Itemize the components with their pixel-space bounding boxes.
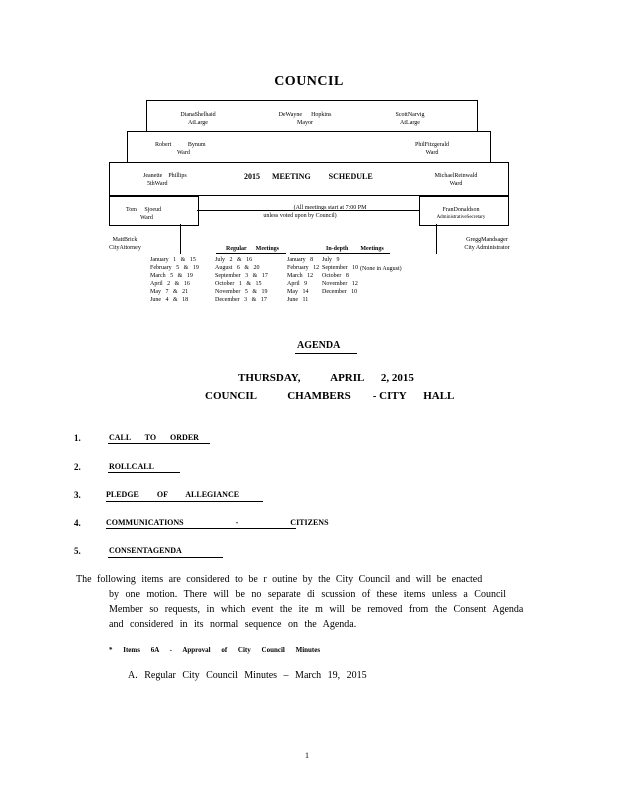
org-row3-right	[416, 172, 496, 188]
schedule-regular-col1-row: March 5 & 19	[150, 273, 193, 279]
agenda-item-label: PLEDGE OF ALLEGIANCE	[106, 490, 240, 499]
org-row4-right-role: AdministrativeSecretary	[436, 215, 486, 220]
org-row2-right-role: Ward	[425, 150, 439, 156]
org-row3-right-name: MichaelReinwald	[434, 173, 478, 179]
schedule-regular-heading	[226, 245, 279, 253]
org-attorney	[100, 236, 150, 252]
agenda-location	[205, 390, 454, 402]
agenda-item-num: 5.	[74, 546, 81, 556]
agenda-item-label: COMMUNICATIONS - CITIZENS	[106, 518, 329, 527]
org-row4-right	[416, 206, 506, 222]
consent-para-line4: and considered in its normal sequence on the Agenda.	[109, 619, 357, 630]
org-top-left	[168, 111, 228, 127]
agenda-item-label: CONSENTAGENDA	[109, 546, 182, 555]
agenda-item-underline	[106, 528, 296, 529]
org-row2-right-name: PhilFitzgerald	[415, 142, 449, 148]
schedule-indepth-col2-row: November 12	[322, 281, 358, 287]
org-row3-left-role: 5thWard	[147, 181, 168, 187]
schedule-title	[244, 172, 373, 181]
org-attorney-name: MattBrick	[112, 237, 138, 243]
schedule-regular-col1-row: February 5 & 19	[150, 265, 199, 271]
org-admin-name: GreggMandsager	[466, 237, 508, 243]
schedule-note-line2: unless voted upon by Council)	[263, 213, 337, 219]
schedule-indepth-label: In-depth	[326, 246, 349, 252]
schedule-regular-col2	[215, 256, 285, 304]
schedule-regular-col2-row: December 3 & 17	[215, 297, 267, 303]
agenda-item-num: 2.	[74, 462, 81, 472]
org-row4-left	[126, 206, 196, 222]
schedule-regular-col2-row: November 5 & 19	[215, 289, 268, 295]
schedule-regular-col1-row: April 2 & 16	[150, 281, 190, 287]
org-top-left-name: DianaShelhaid	[180, 112, 216, 118]
schedule-indepth-col2-row: July 9	[322, 257, 340, 263]
agenda-location-3: - CITY	[372, 390, 407, 402]
schedule-indepth-meetings: Meetings	[360, 246, 384, 252]
schedule-indepth-col1-row: January 8	[287, 257, 314, 263]
org-row4-left-last: Sjoeud	[144, 207, 162, 213]
org-row2-left	[155, 141, 235, 157]
schedule-note	[200, 204, 400, 220]
agenda-item-underline	[106, 501, 263, 502]
org-row3-left	[143, 172, 213, 188]
org-row4-right-name: FranDonaldson	[442, 207, 480, 213]
schedule-regular-col2-row: September 3 & 17	[215, 273, 268, 279]
schedule-regular-col2-row: October 1 & 15	[215, 281, 262, 287]
org-top-mid-first: DeWayne	[278, 112, 303, 118]
consent-para-line2: by one motion. There will be no separate di scussion of these items unless a Council	[109, 589, 506, 600]
org-row3-left-last: Phillips	[168, 173, 187, 179]
schedule-regular-col1-row: June 4 & 18	[150, 297, 189, 303]
org-row4-left-role: Ward	[140, 215, 153, 221]
agenda-location-2: CHAMBERS	[287, 390, 351, 402]
schedule-regular-col2-row: July 2 & 16	[215, 257, 253, 263]
schedule-indepth-note: (None in August)	[360, 266, 402, 272]
schedule-indepth-col1-row: June 11	[287, 297, 309, 303]
schedule-regular-label: Regular	[226, 246, 247, 252]
agenda-title: AGENDA	[297, 340, 341, 351]
agenda-item-num: 4.	[74, 518, 81, 528]
org-top-mid-role: Mayor	[297, 120, 313, 126]
schedule-regular-col2-row: August 6 & 20	[215, 265, 260, 271]
org-attorney-role: CityAttorney	[109, 245, 141, 251]
schedule-indepth-col2	[322, 256, 372, 296]
agenda-date-day: THURSDAY,	[238, 372, 301, 384]
schedule-indepth-heading	[326, 245, 384, 253]
schedule-regular-underline	[216, 253, 286, 254]
schedule-regular-col1-row: January 1 & 15	[150, 257, 196, 263]
org-administrator	[452, 236, 522, 252]
schedule-note-line1: (All meetings start at 7:00 PM	[293, 205, 367, 211]
schedule-indepth-col1-row: May 14	[287, 289, 309, 295]
page-number: 1	[305, 751, 309, 760]
org-row4-left-first: Tom	[126, 207, 137, 213]
schedule-indepth-col1-row: March 12	[287, 273, 314, 279]
org-top-mid	[255, 111, 355, 127]
agenda-date-month: APRIL	[330, 372, 365, 384]
schedule-title-year: 2015	[244, 172, 260, 181]
org-connector-left	[180, 224, 181, 254]
org-top-mid-last: Hopkins	[311, 112, 332, 118]
org-row3-right-role: Ward	[449, 181, 463, 187]
schedule-indepth-col2-row: September 10	[322, 265, 359, 271]
subitem-note: * Items 6A - Approval of City Council Minutes	[109, 646, 321, 654]
agenda-location-4: HALL	[423, 390, 455, 402]
org-top-right-name: ScottNarvig	[395, 112, 425, 118]
agenda-item-underline	[108, 472, 180, 473]
org-row2-left-role: Ward	[177, 150, 190, 156]
org-admin-role: City Administrator	[464, 245, 510, 251]
org-row3-left-first: Jeanette	[143, 173, 163, 179]
agenda-item-label: CALL TO ORDER	[109, 433, 199, 442]
org-row2-right	[402, 141, 462, 157]
agenda-title-underline	[295, 353, 357, 354]
org-top-right	[380, 111, 440, 127]
consent-para-line1: The following items are considered to be r outine by the City Council and will be enacted	[76, 574, 483, 585]
schedule-regular-col1-row: May 7 & 21	[150, 289, 189, 295]
schedule-title-schedule: SCHEDULE	[328, 172, 373, 181]
council-title: COUNCIL	[274, 74, 344, 89]
consent-para-line3: Member so requests, in which event the ite m will be removed from the Consent Agenda	[109, 604, 524, 615]
org-connector-right	[436, 224, 437, 254]
org-top-right-role: AtLarge	[400, 120, 420, 126]
agenda-location-1: COUNCIL	[205, 390, 257, 402]
schedule-indepth-col1-row: February 12	[287, 265, 320, 271]
schedule-regular-col1	[150, 256, 210, 304]
subitem-a: A. Regular City Council Minutes – March 19, 2015	[128, 670, 367, 681]
agenda-date-num: 2, 2015	[380, 372, 414, 384]
schedule-indepth-col2-row: October 8	[322, 273, 349, 279]
schedule-regular-meetings: Meetings	[255, 246, 279, 252]
agenda-item-num: 1.	[74, 433, 81, 443]
agenda-item-num: 3.	[74, 490, 81, 500]
schedule-indepth-col2-row: December 10	[322, 289, 358, 295]
agenda-date	[238, 372, 414, 384]
schedule-indepth-underline	[290, 253, 390, 254]
agenda-item-underline	[108, 443, 210, 444]
agenda-item-label: ROLLCALL	[109, 462, 154, 471]
schedule-indepth-col1-row: April 9	[287, 281, 308, 287]
org-top-left-role: AtLarge	[188, 120, 208, 126]
schedule-title-meeting: MEETING	[272, 172, 311, 181]
agenda-item-underline	[108, 557, 223, 558]
org-row2-left-last: Bynum	[187, 142, 206, 148]
org-row2-left-first: Robert	[155, 142, 172, 148]
